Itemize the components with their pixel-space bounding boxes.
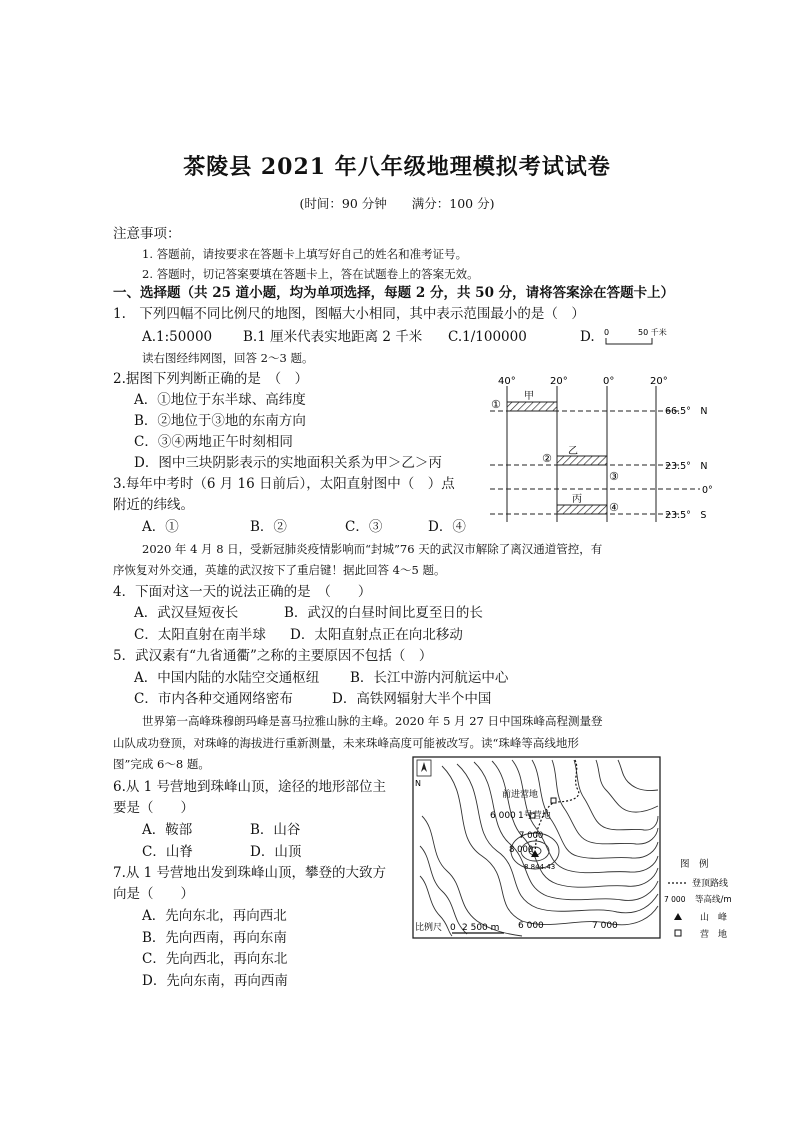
option-a: A．武汉昼短夜长 [134,605,239,621]
map-legend [664,856,764,942]
scale-zero: 0 [450,923,456,933]
question-5-stem: 5．武汉素有“九省通衢”之称的主要原因不包括（ ） [113,648,433,664]
lon-label: 0° [603,376,615,387]
shaded-area-yi [557,456,607,465]
option-a: A．鞍部 [142,822,193,838]
legend-camp: 营 地 [700,930,728,940]
intro-q4-5: 2020 年 4 月 8 日，受新冠肺炎疫情影响而“封城”76 天的武汉市解除了离汉通道管控，有 [142,542,603,556]
point-label: ④ [609,501,619,514]
intro-q2-3: 读右图经纬网图，回答 2～3 题。 [142,351,314,365]
scale-zero: 0 [604,328,610,337]
scale-label: 比例尺 [415,923,443,933]
note-item: 1. 答题前，请按要求在答题卡上填写好自己的姓名和准考证号。 [142,247,468,261]
scale-value: 2 500 m [462,923,500,933]
option-b: B．② [250,519,287,535]
question-7-stem-cont: 向是（ ） [113,886,194,902]
option-d: D．高铁网辐射大半个中国 [332,691,492,707]
lat-label: 23.5° N [665,461,708,472]
intro-q6-8-cont: 山队成功登顶，对珠峰的海拔进行重新测量，未来珠峰高度可能被改写。读“珠峰等高线地形 [113,736,579,750]
option-a: A．中国内陆的水陆空交通枢纽 [134,670,320,686]
option-d: D．山顶 [250,844,302,860]
camp-forward-label: 前进营地 [502,790,539,800]
option-d: D．图中三块阴影表示的实地面积关系为甲＞乙＞丙 [134,455,442,471]
legend-route: 登顶路线 [692,879,729,889]
question-3-stem-cont: 附近的纬线。 [113,497,194,513]
camp-forward-marker [551,798,556,803]
lon-label: 40° [498,376,516,387]
intro-q6-8-cont: 图”完成 6～8 题。 [113,757,210,771]
lat-label: 23.5° S [665,510,707,521]
shaded-area-bing [557,505,607,514]
north-label: N [415,779,421,788]
option-b: B．武汉的白昼时间比夏至日的长 [284,605,483,621]
area-label: 甲 [524,391,534,402]
lon-label: 20° [550,376,568,387]
contour-label: 8 000 [509,845,534,855]
option-a: A．①地位于东半球、高纬度 [134,392,306,408]
option-a: A.1:50000 [142,329,213,345]
legend-peak-icon [674,913,682,920]
area-label: 乙 [568,446,578,457]
option-b: B.1 厘米代表实地距离 2 千米 [243,329,423,345]
option-b: B．②地位于③地的东南方向 [134,413,306,429]
legend-contour: 等高线/m [695,895,732,905]
note-item: 2. 答题时，切记答案要填在答题卡上，答在试题卷上的答案无效。 [142,267,479,281]
camp1-label: 1号营地 [518,811,551,821]
question-7-stem: 7.从 1 号营地出发到珠峰山顶，攀登的大致方 [113,865,387,881]
option-a: A．① [142,519,179,535]
option-d: D．太阳直射点正在向北移动 [290,627,463,643]
lat-label: 66.5° N [665,406,708,417]
question-3-stem: 3.每年中考时（6 月 16 日前后），太阳直射图中（ ）点 [113,476,455,492]
option-d: D. [580,329,595,345]
contour-label: 7 000 [519,831,544,841]
lat-label: 0° [702,485,713,496]
option-d: D．④ [428,519,466,535]
point-label: ② [542,452,552,465]
contour-label: 6 000 [518,921,544,931]
option-c: C．市内各种交通网络密布 [134,691,293,707]
option-c: C．③ [345,519,383,535]
lon-label: 20° [650,376,668,387]
option-b: B．长江中游内河航运中心 [350,670,509,686]
peak-elevation: 8 844.43 [524,863,556,871]
option-c: C．③④两地正午时刻相同 [134,434,293,450]
legend-title: 图 例 [680,859,709,870]
section-heading: 一、选择题（共 25 道小题，均为单项选择，每题 2 分，共 50 分，请将答案涂在答题卡上） [113,285,675,301]
point-label: ① [491,398,501,411]
page-title: 茶陵县 2021 年八年级地理模拟考试试卷 [183,154,611,180]
legend-contour-number: 7 000 [664,895,686,904]
option-b: B．先向西南，再向东南 [142,930,287,946]
option-c: C．山脊 [142,844,193,860]
intro-q4-5-cont: 序恢复对外交通，英雄的武汉按下了重启键！据此回答 4～5 题。 [113,563,446,577]
point-label: ③ [609,470,619,483]
option-a: A．先向东北，再向西北 [142,908,287,924]
shaded-area-jia [507,402,557,411]
scale-label: 50 千米 [638,328,667,337]
contour-label: 6 000 [490,811,516,821]
area-label: 丙 [572,494,582,505]
notes-heading: 注意事项： [113,226,181,242]
option-c: C．太阳直射在南半球 [134,627,266,643]
option-c: C．先向西北，再向东北 [142,951,288,967]
question-1-stem: 1. 下列四幅不同比例尺的地图，图幅大小相同，其中表示范围最小的是（ ） [113,306,585,322]
question-6-stem-cont: 要是（ ） [113,800,194,816]
scale-bar-figure [602,324,682,350]
question-4-stem: 4．下面对这一天的说法正确的是 （ ） [113,584,372,600]
contour-label: 7 000 [592,921,618,931]
graticule-map [480,370,720,530]
intro-q6-8: 世界第一高峰珠穆朗玛峰是喜马拉雅山脉的主峰。2020 年 5 月 27 日中国珠峰高程测量登 [142,714,603,728]
option-d: D．先向东南，再向西南 [142,973,288,989]
exam-info: (时间：90 分钟 满分：100 分) [299,196,495,211]
option-c: C.1/100000 [448,329,527,345]
option-b: B．山谷 [250,822,301,838]
question-2-stem: 2.据图下列判断正确的是 （ ） [113,371,309,387]
legend-peak: 山 峰 [700,913,728,923]
legend-camp-icon [675,930,681,936]
question-6-stem: 6.从 1 号营地到珠峰山顶，途径的地形部位主 [113,779,387,795]
contour-map [412,756,662,940]
